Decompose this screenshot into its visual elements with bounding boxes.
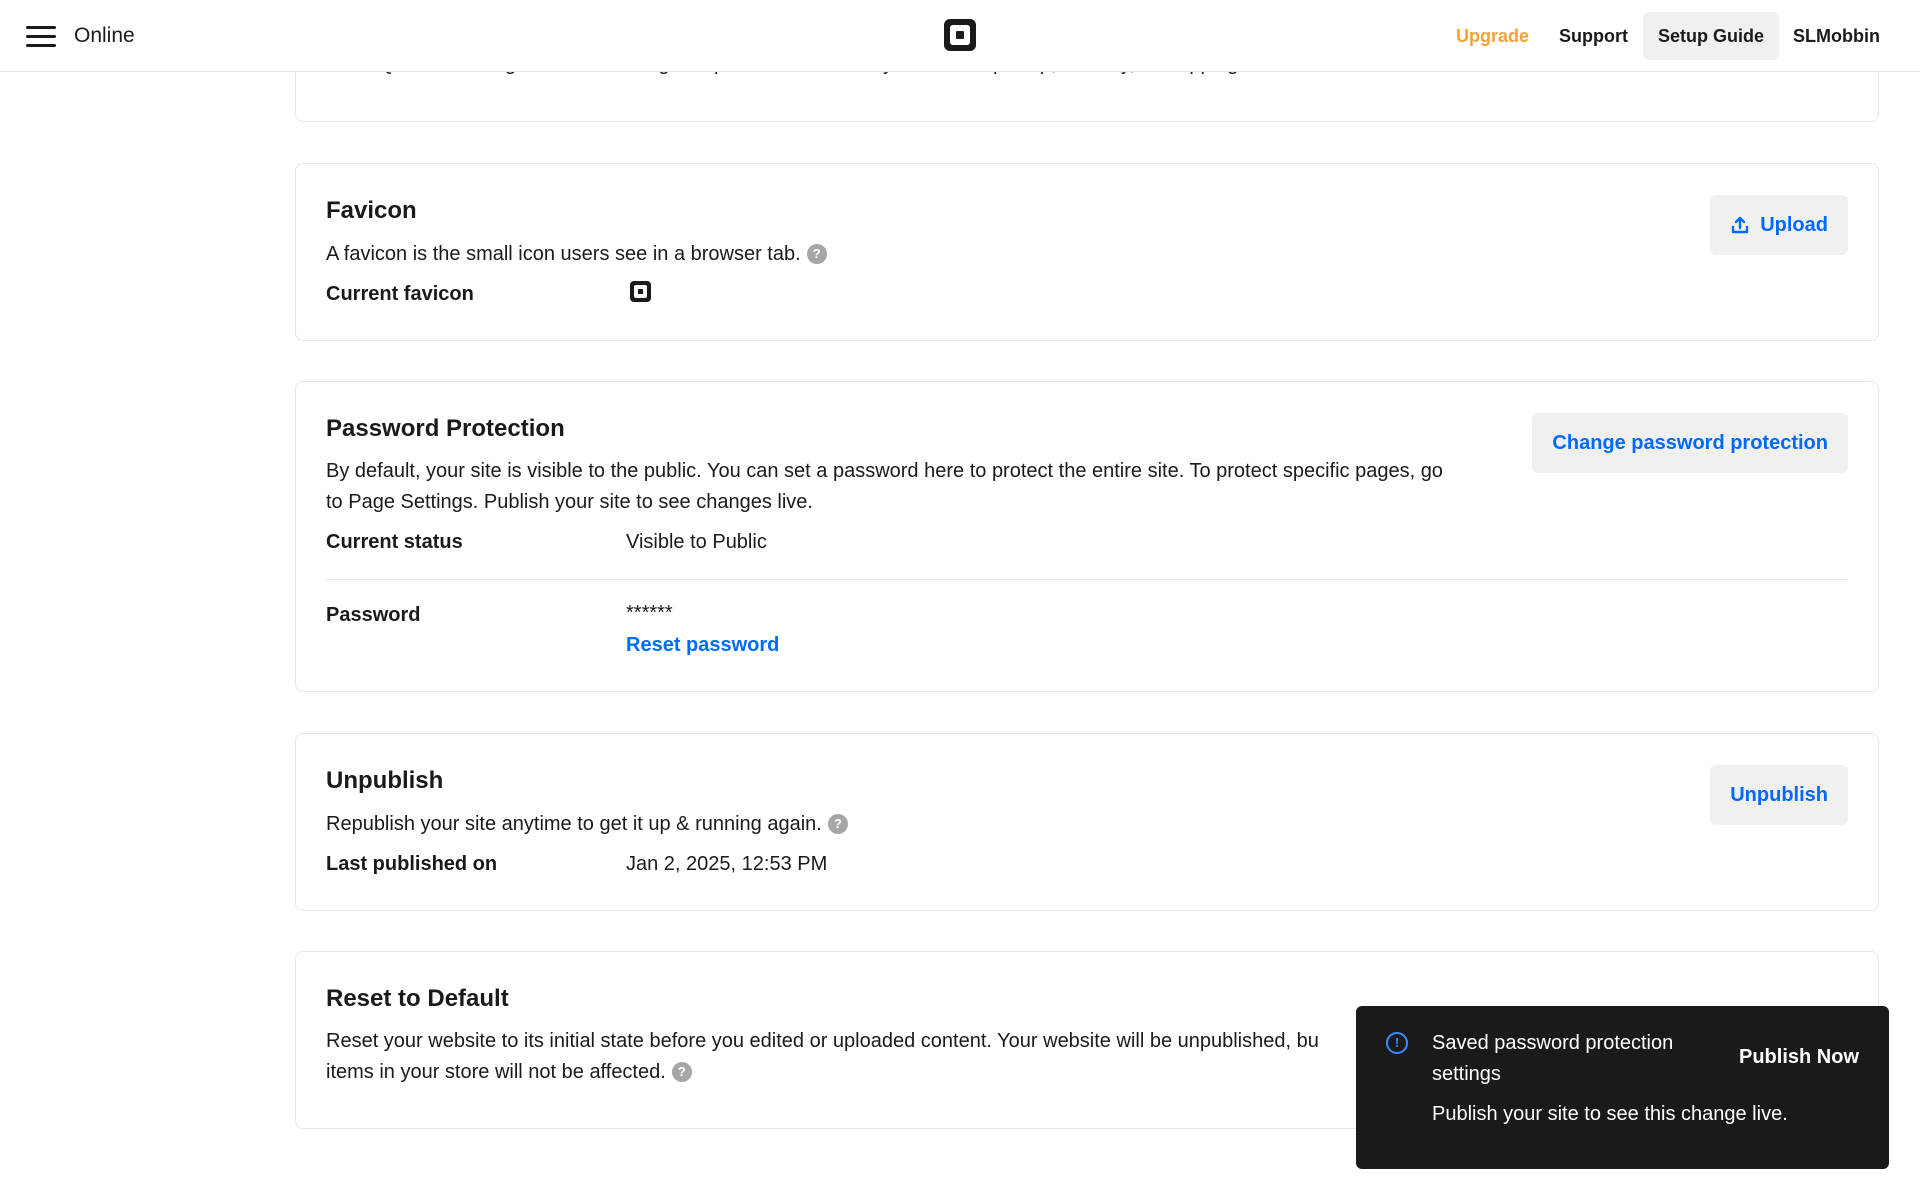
- unpublish-card: [295, 733, 1879, 911]
- upload-icon: [1730, 215, 1750, 235]
- toast-subtitle: Publish your site to see this change live.: [1432, 1103, 1788, 1125]
- password-protection-description: By default, your site is visible to the public. You can set a password here to protect the entire site. To protect specific pages, go to Page Settings. Publish your site to see changes live.: [326, 460, 1443, 513]
- password-protection-title: Password Protection: [326, 415, 565, 442]
- divider: [326, 579, 1848, 580]
- current-status-value: Visible to Public: [626, 531, 767, 553]
- upload-button-label: Upload: [1760, 213, 1828, 236]
- upload-button[interactable]: [1710, 195, 1848, 255]
- help-icon[interactable]: ?: [672, 1062, 692, 1082]
- password-protection-card: [295, 381, 1879, 692]
- top-navigation-bar: [0, 0, 1920, 72]
- change-password-protection-button[interactable]: Change password protection: [1532, 413, 1848, 473]
- help-icon[interactable]: ?: [828, 814, 848, 834]
- reset-to-default-title: Reset to Default: [326, 985, 509, 1012]
- user-account-menu[interactable]: SLMobbin: [1793, 26, 1880, 46]
- favicon-description-text: A favicon is the small icon users see in a browser tab.: [326, 243, 801, 265]
- favicon-description: [326, 239, 827, 270]
- reset-to-default-description-text: items in your store will not be affected.: [326, 1061, 666, 1083]
- header-nav: [1441, 12, 1920, 60]
- last-published-label: Last published on: [326, 853, 498, 875]
- unpublish-button[interactable]: Unpublish: [1710, 765, 1848, 825]
- unpublish-description: [326, 809, 848, 840]
- info-icon: !: [1386, 1032, 1408, 1054]
- saved-settings-toast: [1356, 1006, 1889, 1169]
- support-link[interactable]: Support: [1559, 26, 1628, 46]
- toast-title: Saved password protection settings: [1432, 1032, 1674, 1085]
- setup-guide-button[interactable]: Setup Guide: [1643, 12, 1779, 60]
- square-logo-icon[interactable]: [944, 19, 976, 51]
- current-favicon-label: Current favicon: [326, 283, 474, 305]
- favicon-title: Favicon: [326, 197, 417, 224]
- password-masked-value: ******: [626, 602, 673, 624]
- last-published-value: Jan 2, 2025, 12:53 PM: [626, 853, 828, 875]
- publish-now-button[interactable]: Publish Now: [1739, 1046, 1859, 1068]
- help-icon[interactable]: ?: [807, 244, 827, 264]
- favicon-card: [295, 163, 1879, 341]
- current-favicon-image: [630, 281, 651, 302]
- reset-password-link[interactable]: Reset password: [626, 634, 780, 656]
- hamburger-menu-icon[interactable]: [26, 22, 56, 50]
- app-title: Online: [74, 24, 135, 47]
- reset-to-default-description-line-2: [326, 1057, 692, 1088]
- unpublish-description-text: Republish your site anytime to get it up & running again.: [326, 813, 822, 835]
- current-status-label: Current status: [326, 531, 463, 553]
- password-label: Password: [326, 604, 421, 626]
- upgrade-link[interactable]: Upgrade: [1455, 26, 1529, 46]
- reset-to-default-description-line-1: Reset your website to its initial state before you edited or uploaded content. Your website will be unpublished, bu: [326, 1030, 1319, 1052]
- unpublish-title: Unpublish: [326, 767, 444, 794]
